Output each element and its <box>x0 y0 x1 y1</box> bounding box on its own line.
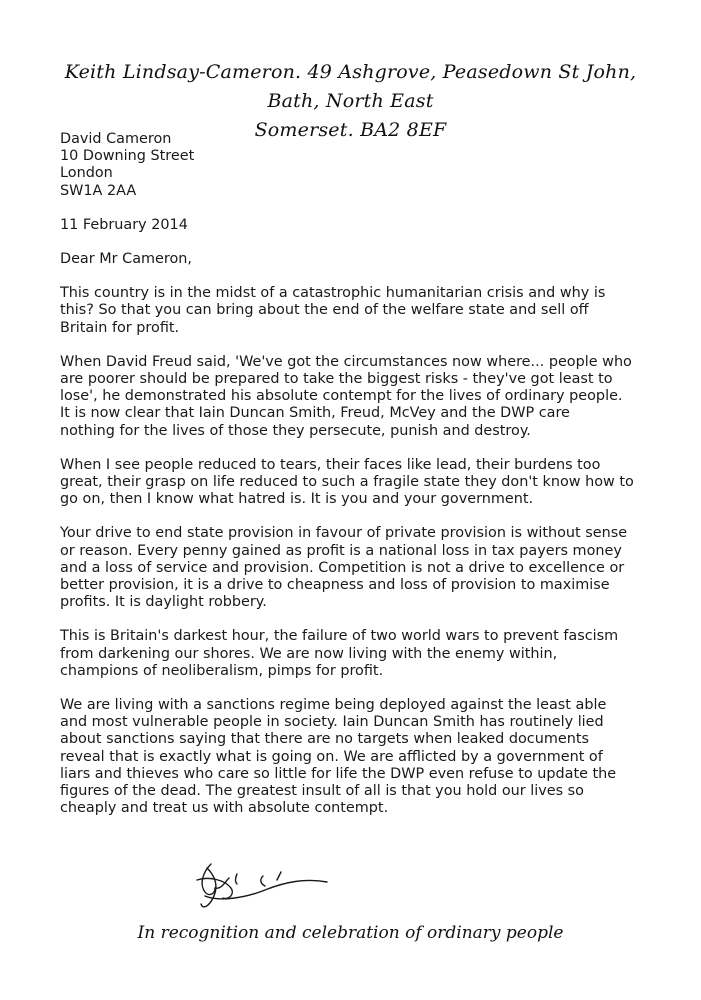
body-paragraph <box>60 628 660 680</box>
paragraph-line: and a loss of service and provision. Competition is not a drive to excellence or <box>60 559 625 576</box>
sender-address-line-2: Somerset. BA2 8EF <box>254 119 447 141</box>
paragraph-line: this? So that you can bring about the end of the welfare state and sell off <box>60 302 589 319</box>
recipient-name: David Cameron <box>60 131 172 147</box>
paragraph-line: Britain for profit. <box>60 319 180 336</box>
paragraph-line: go on, then I know what hatred is. It is you and your government. <box>60 491 534 508</box>
body-paragraph <box>60 457 660 509</box>
paragraph-line: about sanctions saying that there are no targets when leaked documents <box>60 731 589 748</box>
letter-paragraphs <box>60 285 660 817</box>
recipient-postcode: SW1A 2AA <box>60 182 137 199</box>
paragraph-line: and most vulnerable people in society. Iain Duncan Smith has routinely lied <box>60 714 604 731</box>
paragraph-line: It is now clear that Iain Duncan Smith, Freud, McVey and the DWP care <box>60 405 570 422</box>
handwritten-signature <box>185 850 335 930</box>
paragraph-line: lose', he demonstrated his absolute contempt for the lives of ordinary people. <box>60 388 623 405</box>
recipient-address <box>60 131 660 200</box>
paragraph-line: Your drive to end state provision in favour of private provision is without sense <box>60 525 628 542</box>
footer-tagline: In recognition and celebration of ordinary people <box>137 923 564 943</box>
salutation: Dear Mr Cameron, <box>60 251 192 268</box>
paragraph-line: liars and thieves who care so little for life the DWP even refuse to update the <box>60 765 617 782</box>
recipient-city: London <box>60 165 113 182</box>
paragraph-line: figures of the dead. The greatest insult of all is that you hold our lives so <box>60 783 584 800</box>
paragraph-line: This country is in the midst of a catastrophic humanitarian crisis and why is <box>60 285 606 302</box>
paragraph-line: or reason. Every penny gained as profit is a national loss in tax payers money <box>60 542 622 559</box>
paragraph-line: This is Britain's darkest hour, the failure of two world wars to prevent fascism <box>60 628 619 645</box>
paragraph-line: are poorer should be prepared to take the biggest risks - they've got least to <box>60 371 613 388</box>
body-paragraph <box>60 354 660 440</box>
body-paragraph <box>60 285 660 337</box>
paragraph-line: from darkening our shores. We are now living with the enemy within, <box>60 645 558 662</box>
letter-body <box>60 131 660 818</box>
body-paragraph <box>60 525 660 611</box>
recipient-street: 10 Downing Street <box>60 148 195 165</box>
paragraph-line: great, their grasp on life reduced to such a fragile state they don't know how to <box>60 474 634 491</box>
paragraph-line: reveal that is exactly what is going on. We are afflicted by a government of <box>60 748 603 765</box>
body-paragraph <box>60 697 660 817</box>
paragraph-line: profits. It is daylight robbery. <box>60 594 267 611</box>
sender-address-line-1: Keith Lindsay-Cameron. 49 Ashgrove, Peasedown St John, Bath, North East <box>64 61 637 112</box>
paragraph-line: We are living with a sanctions regime being deployed against the least able <box>60 697 607 714</box>
paragraph-line: When David Freud said, 'We've got the circumstances now where... people who <box>60 353 632 370</box>
paragraph-line: better provision, it is a drive to cheapness and loss of provision to maximise <box>60 577 610 594</box>
paragraph-line: nothing for the lives of those they persecute, punish and destroy. <box>60 422 531 439</box>
letter-date: 11 February 2014 <box>60 216 188 233</box>
paragraph-line: cheaply and treat us with absolute contempt. <box>60 800 389 817</box>
paragraph-line: When I see people reduced to tears, their faces like lead, their burdens too <box>60 456 601 473</box>
paragraph-line: champions of neoliberalism, pimps for profit. <box>60 662 384 679</box>
